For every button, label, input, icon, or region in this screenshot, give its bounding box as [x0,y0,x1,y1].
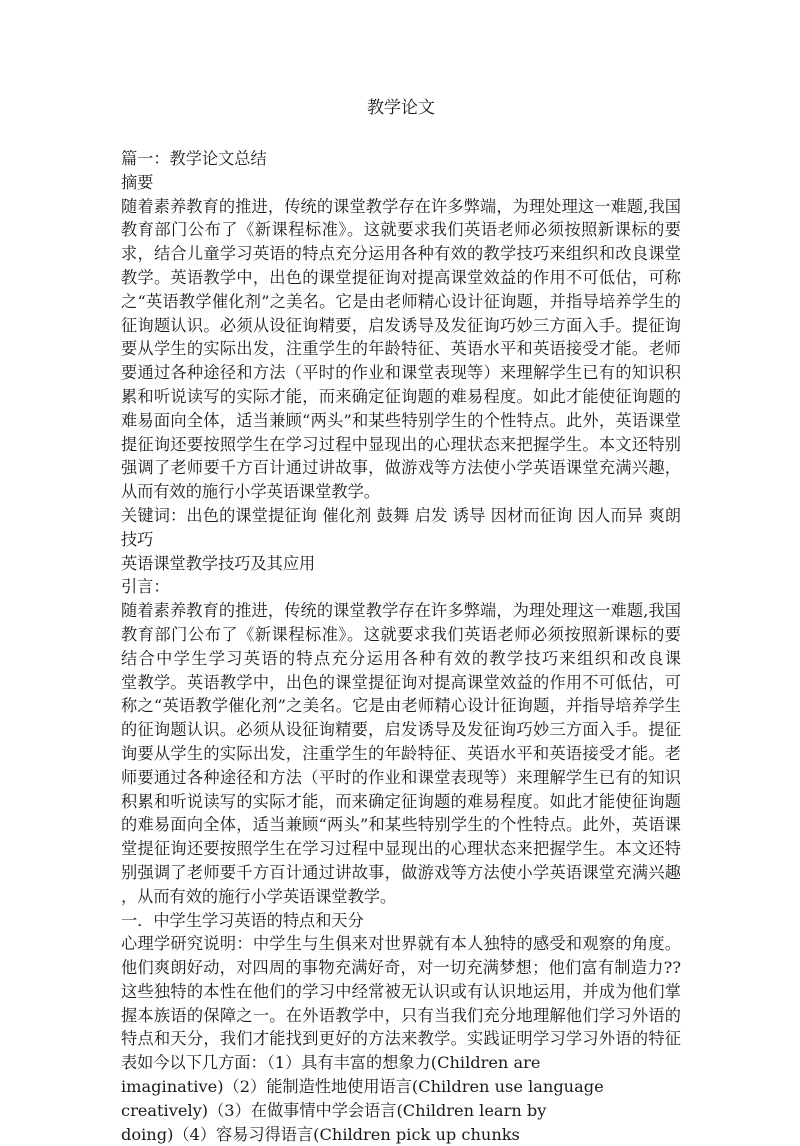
text-line: 征询题认识。必须从设征询精要，启发诱导及发征询巧妙三方面入手。提征询 [121,315,681,335]
text-line: doing)（4）容易习得语言(Children pick up chunks [121,1124,520,1144]
text-line: 他们爽朗好动，对四周的事物充满好奇，对一切充满梦想；他们富有制造力?? [121,958,681,978]
text-line: 堂教学。英语教学中，出色的课堂提征询对提高课堂效益的作用不可低估，可 [121,672,681,692]
text-line: 教学。英语教学中，出色的课堂提征询对提高课堂效益的作用不可低估，可称 [121,267,681,287]
text-line: 握本族语的保障之一。在外语教学中，只有当我们充分地理解他们学习外语的 [121,1005,681,1025]
text-line: 技巧 [121,529,154,549]
text-line: 关键词：出色的课堂提征询 催化剂 鼓舞 启发 诱导 因材而征询 因人而异 爽朗 [121,505,681,525]
text-line: 心理学研究说明：中学生与生俱来对世界就有本人独特的感受和观察的角度。 [121,934,681,954]
text-line: 强调了老师要千方百计通过讲故事，做游戏等方法使小学英语课堂充满兴趣， [121,458,681,478]
text-line: 从而有效的施行小学英语课堂教学。 [121,482,380,502]
text-line: 教育部门公布了《新课程标准》。这就要求我们英语老师必须按照新课标的要 [121,220,681,240]
text-line: 称之“英语教学催化剂”之美名。它是由老师精心设计征询题，并指导培养学生 [121,696,681,716]
text-line: 表如今以下几方面：（1）具有丰富的想象力(Children are [121,1053,541,1073]
text-line: 的难易面向全体，适当兼顾“两头”和某些特别学生的个性特点。此外，英语课 [121,815,681,835]
text-line: ，从而有效的施行小学英语课堂教学。 [121,886,397,906]
text-line: 结合中学生学习英语的特点充分运用各种有效的教学技巧来组织和改良课 [121,648,681,668]
document-title: 教学论文 [367,98,435,118]
document-page [121,96,681,1146]
text-line: 积累和听说读写的实际才能，而来确定征询题的难易程度。如此才能使征询题 [121,791,681,811]
text-line: 一．中学生学习英语的特点和天分 [121,910,364,930]
text-line: 别强调了老师要千方百计通过讲故事，做游戏等方法使小学英语课堂充满兴趣 [121,862,681,882]
text-line: 师要通过各种途径和方法（平时的作业和课堂表现等）来理解学生已有的知识 [121,767,681,787]
text-line: 这些独特的本性在他们的学习中经常被无认识或有认识地运用，并成为他们掌 [121,981,681,1001]
text-line: 摘要 [121,172,154,192]
document-body [121,147,681,1146]
text-line: 随着素养教育的推进，传统的课堂教学存在许多弊端，为理处理这一难题,我国 [121,196,681,216]
text-line: 的征询题认识。必须从设征询精要，启发诱导及发征询巧妙三方面入手。提征 [121,720,681,740]
text-line: creatively)（3）在做事情中学会语言(Children learn by [121,1100,547,1120]
text-line: 篇一：教学论文总结 [121,149,267,168]
text-line: 提征询还要按照学生在学习过程中显现出的心理状态来把握学生。本文还特别 [121,434,681,454]
text-line: 累和听说读写的实际才能，而来确定征询题的难易程度。如此才能使征询题的 [121,386,681,406]
text-line: 难易面向全体，适当兼顾“两头”和某些特别学生的个性特点。此外，英语课堂 [121,410,681,430]
text-line: 英语课堂教学技巧及其应用 [121,553,316,573]
text-line: 特点和天分，我们才能找到更好的方法来教学。实践证明学习学习外语的特征 [121,1029,681,1049]
text-line: 教育部门公布了《新课程标准》。这就要求我们英语老师必须按照新课标的要 [121,624,681,644]
text-line: 求，结合儿童学习英语的特点充分运用各种有效的教学技巧来组织和改良课堂 [121,244,681,264]
text-line: 堂提征询还要按照学生在学习过程中显现出的心理状态来把握学生。本文还特 [121,839,681,859]
text-line: imaginative)（2）能制造性地使用语言(Children use language [121,1077,604,1097]
text-line: 要从学生的实际出发，注重学生的年龄特征、英语水平和英语接受才能。老师 [121,339,681,359]
text-line: 之“英语教学催化剂”之美名。它是由老师精心设计征询题，并指导培养学生的 [121,291,681,311]
text-line: 引言： [121,577,170,597]
text-line: 随着素养教育的推进，传统的课堂教学存在许多弊端，为理处理这一难题,我国 [121,601,681,621]
text-line: 要通过各种途径和方法（平时的作业和课堂表现等）来理解学生已有的知识积 [121,363,681,383]
text-line: 询要从学生的实际出发，注重学生的年龄特征、英语水平和英语接受才能。老 [121,743,681,763]
